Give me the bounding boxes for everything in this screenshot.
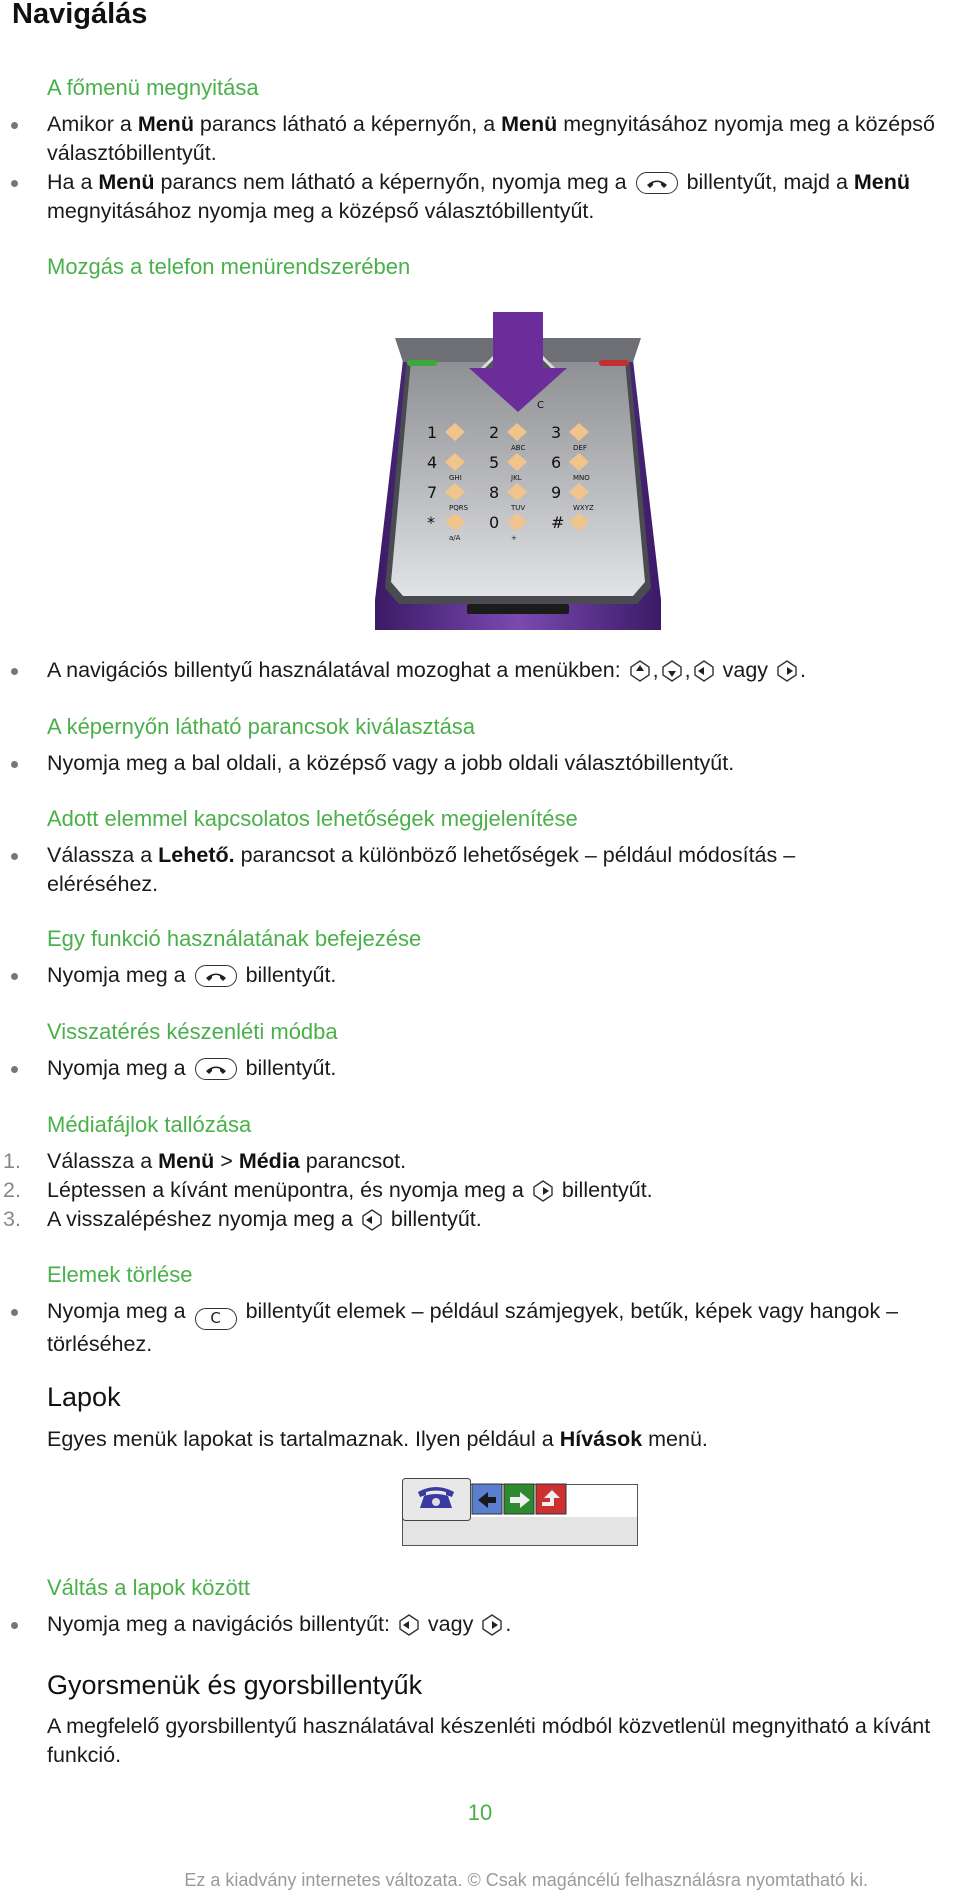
bullet-select-commands: Nyomja meg a bal oldali, a középső vagy a jobb oldali választóbillentyűt. <box>47 749 947 778</box>
heading-browse-media: Médiafájlok tallózása <box>47 1112 252 1137</box>
clear-key-icon: C <box>195 1308 237 1330</box>
bullet-delete-items: Nyomja meg a C billentyűt elemek – például számjegyek, betűk, képek vagy hangok – törléséhez. <box>47 1297 907 1359</box>
heading-tabs: Lapok <box>47 1382 121 1412</box>
end-call-key-icon <box>195 1058 237 1080</box>
keypad-digit: 0 <box>489 513 500 532</box>
heading-end-function: Egy funkció használatának befejezése <box>47 926 422 951</box>
keypad-digit: # <box>551 513 565 532</box>
nav-right-icon <box>481 1614 503 1636</box>
step-2: 2. Léptessen a kívánt menüpontra, és nyomja meg a billentyűt. <box>3 1178 653 1202</box>
clear-key-label: C <box>537 400 544 411</box>
footer-note: Ez a kiadvány internetes változata. © Csak magáncélú felhasználásra nyomtatható ki. <box>184 1870 868 1890</box>
nav-left-icon <box>361 1209 383 1231</box>
nav-right-icon <box>776 660 798 682</box>
heading-back-standby: Visszatérés készenléti módba <box>47 1019 338 1044</box>
keypad-letters: TUV <box>511 504 526 512</box>
keypad-letters: JKL <box>511 474 522 482</box>
heading-show-options: Adott elemmel kapcsolatos lehetőségek megjelenítése <box>47 806 578 831</box>
keypad-letters: ABC <box>511 444 526 452</box>
keypad-digit: * <box>427 513 435 532</box>
keypad-digit: 8 <box>489 483 500 502</box>
keypad-digit: 4 <box>427 453 438 472</box>
bullet-open-menu-1: Amikor a Menü parancs látható a képernyőn, a Menü megnyitásához nyomja meg a középső választóbillentyűt. <box>47 110 947 168</box>
keypad-digit: 5 <box>489 453 500 472</box>
keypad-digit: 9 <box>551 483 562 502</box>
bullet-switch-tabs: Nyomja meg a navigációs billentyűt: vagy . <box>47 1610 947 1639</box>
shortcuts-paragraph: A megfelelő gyorsbillentyű használatával készenléti módból közvetlenül megnyitható a kívánt funkció. <box>47 1714 931 1767</box>
keypad-digit: 6 <box>551 453 562 472</box>
heading-move-menu: Mozgás a telefon menürendszerében <box>47 254 411 279</box>
page-number: 10 <box>467 1800 493 1825</box>
step-1: 1. Válassza a Menü > Média parancsot. <box>3 1149 407 1173</box>
bullet-end-function: Nyomja meg a billentyűt. <box>47 961 947 990</box>
nav-up-icon <box>629 660 651 682</box>
keypad-digit: 2 <box>489 423 500 442</box>
keypad-letters: PQRS <box>449 504 469 512</box>
phone-keypad-illustration <box>367 312 669 630</box>
keypad-letters: a/A <box>449 534 461 542</box>
bullet-open-menu-2: Ha a Menü parancs nem látható a képernyőn, nyomja meg a billentyűt, majd a Menü megnyitásához nyomja meg a középső választóbillentyűt. <box>47 168 947 226</box>
keypad-digit: 1 <box>427 423 438 442</box>
keypad-letters: DEF <box>573 444 587 452</box>
heading-delete-items: Elemek törlése <box>47 1262 193 1287</box>
nav-left-icon <box>398 1614 420 1636</box>
nav-left-icon <box>693 660 715 682</box>
heading-select-commands: A képernyőn látható parancsok kiválasztása <box>47 714 476 739</box>
keypad-letters: MNO <box>573 474 590 482</box>
keypad-letters: WXYZ <box>573 504 594 512</box>
heading-switch-tabs: Váltás a lapok között <box>47 1575 251 1600</box>
end-call-key-icon <box>195 965 237 987</box>
step-3: 3. A visszalépéshez nyomja meg a billentyűt. <box>3 1207 482 1231</box>
keypad-digit: 3 <box>551 423 562 442</box>
end-call-key-icon <box>636 172 678 194</box>
heading-shortcuts: Gyorsmenük és gyorsbillentyűk <box>47 1670 423 1700</box>
bullet-back-standby: Nyomja meg a billentyűt. <box>47 1054 947 1083</box>
keypad-letters: GHI <box>449 474 462 482</box>
keypad-digit: 7 <box>427 483 438 502</box>
tabs-paragraph: Egyes menük lapokat is tartalmaznak. Ilyen például a Hívások menü. <box>47 1427 708 1451</box>
page-title: Navigálás <box>12 0 148 30</box>
nav-down-icon <box>661 660 683 682</box>
calls-tabs-illustration <box>402 1478 638 1546</box>
nav-right-icon <box>532 1180 554 1202</box>
bullet-move-menu: A navigációs billentyű használatával mozoghat a menükben: , , vagy . <box>47 656 947 685</box>
bullet-show-options: Válassza a Lehető. parancsot a különböző lehetőségek – például módosítás – eléréséhez. <box>47 841 907 899</box>
heading-open-menu: A főmenü megnyitása <box>47 75 259 100</box>
keypad-letters: + <box>511 534 517 542</box>
